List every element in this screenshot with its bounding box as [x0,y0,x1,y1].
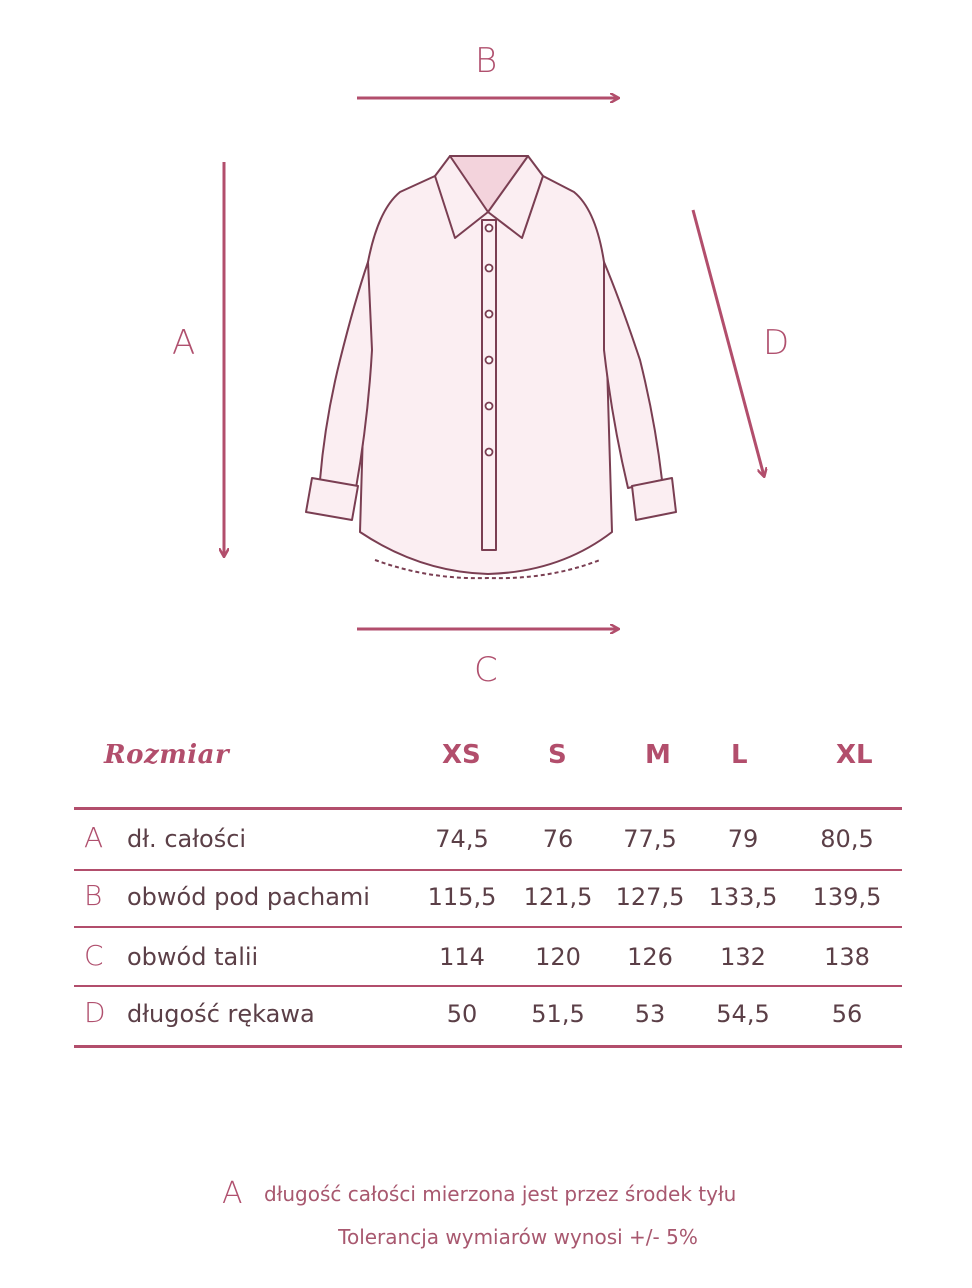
row-code: B [84,879,103,912]
table-bottom-rule [74,1045,902,1048]
row-label: obwód pod pachami [127,883,370,911]
arrow-d [693,210,764,476]
label-b: B [475,41,498,81]
value-l: 54,5 [716,1000,770,1028]
table-row-b [74,869,902,925]
value-l: 79 [727,825,759,853]
value-xl: 138 [824,943,870,971]
value-m: 77,5 [623,825,677,853]
value-xs: 115,5 [427,883,497,911]
label-c: C [474,650,498,690]
value-m: 53 [634,1000,666,1028]
size-l-header: L [731,740,748,770]
note-a-letter: A [222,1176,243,1211]
row-label: dł. całości [127,825,247,853]
value-m: 126 [627,943,673,971]
value-xs: 50 [446,1000,478,1028]
size-table-title: Rozmiar [104,740,230,770]
value-s: 120 [535,943,581,971]
value-xl: 56 [831,1000,863,1028]
value-s: 51,5 [531,1000,585,1028]
size-xl-header: XL [836,740,873,770]
value-s: 121,5 [523,883,593,911]
note-tolerance: Tolerancja wymiarów wynosi +/- 5% [338,1225,698,1249]
row-code: C [84,939,104,972]
value-l: 132 [720,943,766,971]
value-xl: 80,5 [820,825,874,853]
table-row-d [74,986,902,1042]
table-row-a [74,811,902,867]
row-label: obwód talii [127,943,259,971]
label-a: A [172,323,196,363]
size-xs-header: XS [442,740,481,770]
size-m-header: M [645,740,671,770]
value-xs: 114 [439,943,485,971]
row-label: długość rękawa [127,1000,315,1028]
row-code: D [84,996,106,1029]
value-l: 133,5 [708,883,778,911]
value-xl: 139,5 [812,883,882,911]
row-code: A [84,821,104,854]
table-top-rule [74,807,902,810]
value-xs: 74,5 [435,825,489,853]
value-m: 127,5 [615,883,685,911]
shirt-drawing [306,156,676,578]
size-s-header: S [548,740,567,770]
label-d: D [763,323,790,363]
row-divider [74,926,902,928]
note-measurement: długość całości mierzona jest przez środek tyłu [264,1182,737,1206]
value-s: 76 [542,825,574,853]
table-row-c [74,929,902,985]
